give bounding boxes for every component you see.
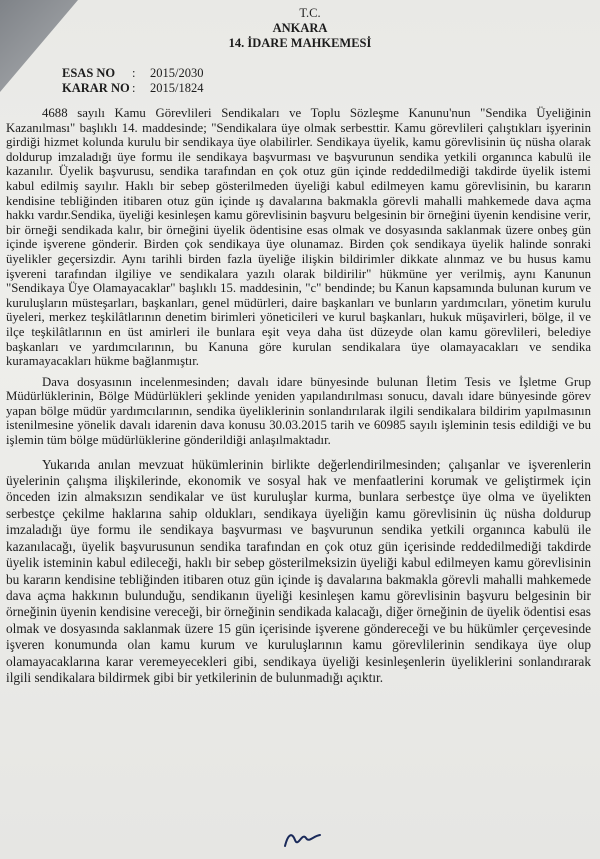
karar-value: 2015/1824	[150, 81, 204, 95]
paragraph-evaluation: Yukarıda anılan mevzuat hükümlerinin birlikte değerlendirilmesinden; çalışanlar ve işverenlerin üyelerinin çalışma ilişkilerinde, ekonomik ve sosyal hak ve menfaatlerini korumak ve geliştirmek için önceden izin almaksızın sendikalar ve üst kuruluşlar kurma, bunlara serbestçe üye olma ve üyelikten serbestçe çekilme haklarına sahip oldukları, sendikaya üyeliğin kamu görevlisinin üç nüsha doldurup imzaladığı üye formu ile sendikaya başvurması ve başvurunun sendika yetkili organınca kabulü ile kazanılacağı, üyelik başvurusunun sendika tarafından en çok otuz gün içerisinde reddedilmediği takdirde üyelik isteminin kabul edileceği, haklı bir sebep gösterilmeksizin üyeliği kabul edilmeyen kamu görevlisinin bu kararın kendisine tebliğinden itibaren otuz gün içinde iş davalarına bakmakla görevli mahalli mahkemede dava açma hakkının bulunduğu, sendikanın üyeliği kesinleşen kamu görevlisinin başvuru belgesinin bir örneğinin üyenin kendisine vereceği, bir örneğinin sendikada kalacağı, diğer örneğinin de üyelik ödentisi esas olmak ve dosyasında saklanmak üzere 15 gün içerisinde işverene göndereceği ve bu hükümler çerçevesinde işveren konumunda olan kamu kurum ve kuruluşlarının kamu görevlilerinin sendikaya üye olup olamayacaklarına karar veremeyecekleri gibi, sendikaya üyeliği kesinleşenlerin üyeliklerini sonlandırarak ilgili sendikalara bildirmek gibi bir yetkilerinin de bulunmadığı açıktır.	[6, 456, 591, 685]
header-court-name: 14. İDARE MAHKEMESİ	[228, 36, 372, 50]
signature-mark	[282, 826, 324, 850]
case-numbers	[62, 66, 203, 96]
esas-row	[62, 66, 203, 81]
paragraph-case-file: Dava dosyasının incelenmesinden; davalı idare bünyesinde bulunan İletim Tesis ve İşletme Grup Müdürlüklerinin, Bölge Müdürlükleri şeklinde yeniden yapılandırılması sonucu, davalı idare bünyesinde görev yapan bölge müdür yardımcılarının, sendika üyeliklerinin sonlandırılarak ilgili sendikalara bildirim yapılmasının istenilmesine yönelik davalı idarenin dava konusu 30.03.2015 tarih ve 60985 sayılı işleminin tesis edildiği ve bu işlemin tüm bölge müdürlüklerine gönderildiği anlaşılmaktadır.	[6, 374, 591, 448]
header-city: ANKARA	[272, 21, 328, 35]
karar-separator: :	[132, 81, 136, 95]
esas-label: ESAS NO	[62, 66, 116, 80]
karar-row	[62, 81, 203, 96]
esas-value: 2015/2030	[150, 66, 204, 80]
karar-label: KARAR NO	[62, 81, 130, 95]
paragraph-legislation: 4688 sayılı Kamu Görevlileri Sendikaları ve Toplu Sözleşme Kanunu'nun "Sendika Üyeliğinin Kazanılması" başlıklı 14. maddesinde; "Sendikalara üye olmak serbesttir. Kamu görevlileri çalıştıkları işyerinin girdiği hizmet kolunda kurulu bir sendikaya üye olabilirler. Sendikaya üyelik, kamu görevlisinin üç nüsha olarak doldurup imzaladığı üye formu ile sendikaya başvurması ve başvurunun sendika yetkili organınca kabulü ile kazanılır. Üyelik başvurusu, sendika tarafından en çok otuz gün içinde reddedilmediği takdirde üyelik istemi kabul edilmiş sayılır. Haklı bir sebep gösterilmeden üyeliği kabul edilmeyen kamu görevlisinin, bu kararın kendisine tebliğinden itibaren otuz gün içinde ış davalarına bakmakla görevli mahalli mahkemede dava açma hakkı vardır.Sendika, üyeliği kesinleşen kamu görevlisinin başvuru belgesinin bir örneğini üyenin kendisine verir, bir örneği sendikada kalır, bir örneğini üyelik ödentisine esas olmak ve dosyasında saklanmak üzere onbeş gün içinde işverene gönderir. Birden çok sendikaya üye olunamaz. Birden çok sendikaya üyelik halinde sonraki üyelikler geçersizdir. Aynı tarihli birden fazla üyeliğe ilişkin bildirimler dikkate alınmaz ve bu husus kamu işvereni tarafından ilgiliye ve sendikalara yazılı olarak bildirilir" hükmüne yer verilmiş, aynı Kanunun "Sendikaya Üye Olamayacaklar" başlıklı 15. maddesinin, "c" bendinde; bu Kanun kapsamında bulunan kurum ve kuruluşların müsteşarları, başkanları, genel müdürleri, daire başkanları ve bunların yardımcıları, yönetim kurulu üyeleri, merkez teşkilâtlarının denetim birimleri yöneticileri ve kurul başkanları, hukuk müşavirleri, bölge, il ve ilçe teşkilâtlarının en üst amirleri ile bunlara eşit veya daha üst düzeyde olan kamu görevlileri, belediye başkanları ve yardımcılarının, bu Kanuna göre kurulan sendikalara üye olamayacakları ve sendika kuramayacakları hükme bağlanmıştır.	[6, 106, 591, 369]
header-country: T.C.	[299, 6, 321, 20]
decision-body	[6, 106, 591, 691]
court-header	[0, 6, 600, 51]
esas-separator: :	[132, 66, 136, 80]
